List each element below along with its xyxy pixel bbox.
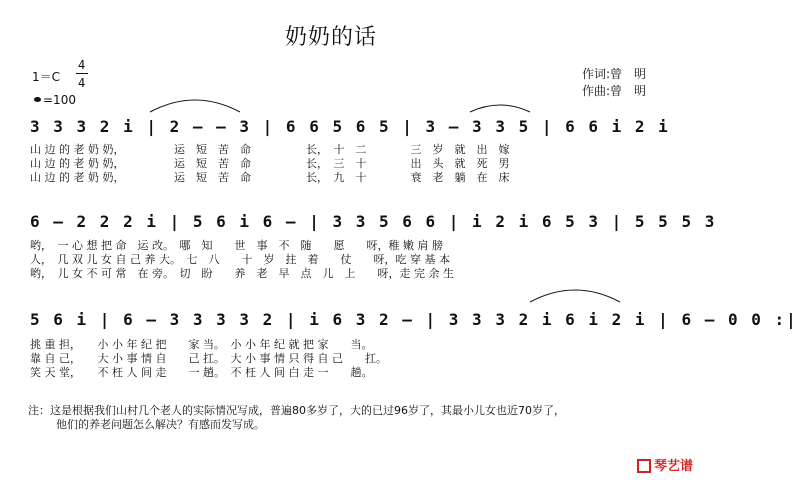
lyric-row-2-verse-1: 哟， 一 心 想 把 命 运 改。 哪 知 世 事 不 随 愿 呀，稚 嫩 肩 膀 <box>30 239 443 252</box>
notation-row-3: 5 6 i | 6 – 3 3 3 3 2 | i 6 3 2 – | 3 3 3 2 i 6 i 2 i | 6 – 0 0 :| <box>30 310 798 329</box>
footnote-line-1: 注：这是根据我们山村几个老人的实际情况写成，普遍80多岁了，大的已过96岁了，其最小儿女也近70岁了， <box>28 404 565 417</box>
notation-row-2: 6 – 2 2 2 i | 5 6 i 6 – | 3 3 5 6 6 | i 2 i 6 5 3 | 5 5 5 3 <box>30 212 717 231</box>
lyric-row-1-verse-3: 山 边 的 老 奶 奶， 运 短 苦 命 长， 九 十 衰 老 躺 在 床 <box>30 171 510 184</box>
slur-2 <box>470 105 530 112</box>
key-signature: 1＝C <box>32 70 61 84</box>
footnote-line-2: 他们的养老问题怎么解决？有感而发写成。 <box>56 418 265 431</box>
lyric-row-3-verse-3: 笑 天 堂， 不 枉 人 间 走 一 趟。 不 枉 人 间 白 走 一 趟。 <box>30 366 373 379</box>
time-sig-top: 4 <box>78 58 86 72</box>
lyric-row-3-verse-1: 挑 重 担， 小 小 年 纪 把 家 当。 小 小 年 纪 就 把 家 当。 <box>30 338 373 351</box>
composer-credit: 作曲:曾 明 <box>582 84 647 98</box>
lyricist-credit: 作词:曾 明 <box>582 67 647 81</box>
lyric-row-3-verse-2: 靠 自 己， 大 小 事 情 自 己 扛。 大 小 事 情 只 得 自 己 扛。 <box>30 352 387 365</box>
slur-3 <box>530 290 620 302</box>
logo-text: 琴艺谱 <box>653 459 693 474</box>
tempo-marking: =100 <box>43 93 76 107</box>
lyric-row-1-verse-2: 山 边 的 老 奶 奶， 运 短 苦 命 长， 三 十 出 头 就 死 男 <box>30 157 510 170</box>
slur-1 <box>150 100 240 112</box>
page-title: 奶奶的话 <box>285 25 378 50</box>
lyric-row-2-verse-2: 人， 几 双 儿 女 自 己 养 大。 七 八 十 岁 拄 着 仗 呀，吃 穿 基 本 <box>30 253 450 266</box>
logo-icon <box>637 459 651 473</box>
site-logo <box>637 455 693 474</box>
lyric-row-2-verse-3: 哟， 儿 女 不 可 常 在 旁。 切 盼 养 老 早 点 儿 上 呀，走 完 余 生 <box>30 267 454 280</box>
notation-row-1: 3 3 3 2 i | 2 – – 3 | 6 6 5 6 5 | 3 – 3 3 5 | 6 6 i 2 i <box>30 117 670 136</box>
time-sig-bottom: 4 <box>78 76 86 90</box>
lyric-row-1-verse-1: 山 边 的 老 奶 奶， 运 短 苦 命 长， 十 二 三 岁 就 出 嫁 <box>30 143 510 156</box>
